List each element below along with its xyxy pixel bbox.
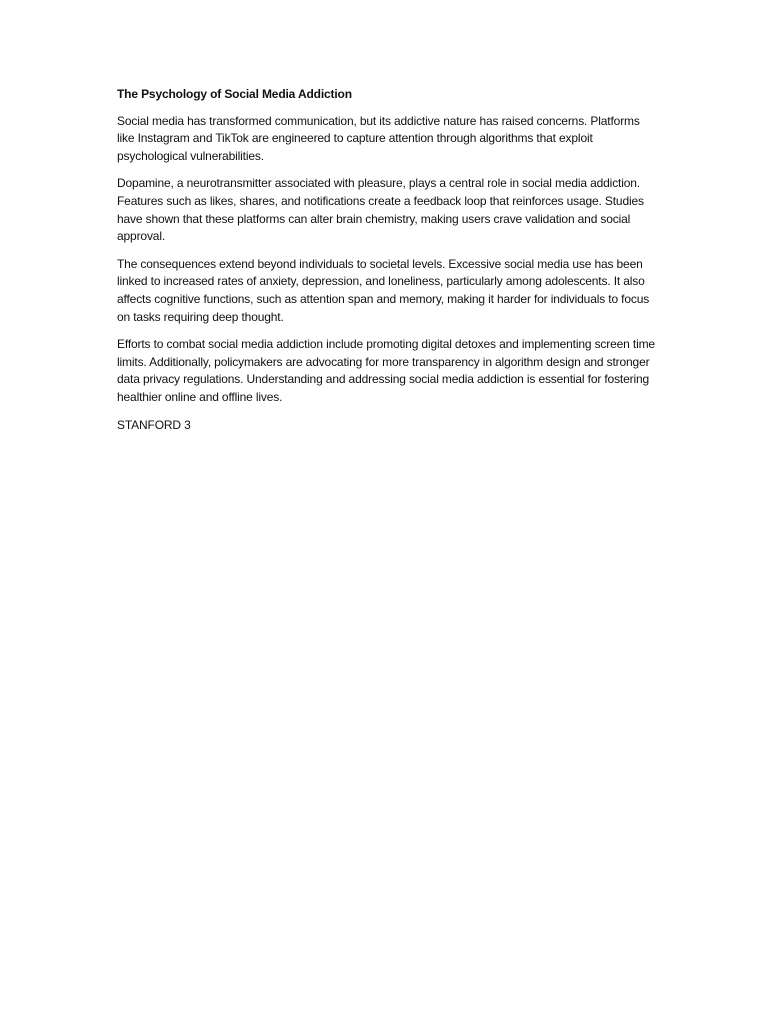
paragraph-2: Dopamine, a neurotransmitter associated with pleasure, plays a central role in social media addiction. Features such as likes, shares, and notifications create a feedback loop that reinforces usage. Studies have shown that these platforms can alter brain chemistry, making users crave validation and social approval.: [117, 176, 644, 244]
paragraph-3: The consequences extend beyond individuals to societal levels. Excessive social media use has been linked to increased rates of anxiety, depression, and loneliness, particularly among adolescents. It also affects cognitive functions, such as attention span and memory, making it harder for individuals to focus on tasks requiring deep thought.: [117, 256, 650, 324]
paragraph-4: Efforts to combat social media addiction include promoting digital detoxes and implementing screen time limits. Additionally, policymakers are advocating for more transparency in algorithm design and stronger data privacy regulations. Understanding and addressing social media addiction is essential for fostering healthier online and offline lives.: [117, 337, 655, 404]
document-footer-label: STANFORD 3: [117, 417, 191, 432]
document-body: [117, 86, 657, 434]
document-title: The Psychology of Social Media Addiction: [117, 87, 352, 101]
paragraph-1: Social media has transformed communication, but its addictive nature has raised concerns. Platforms like Instagram and TikTok are engineered to capture attention through algorithms that exploit psychological vulnerabilities.: [117, 113, 640, 163]
